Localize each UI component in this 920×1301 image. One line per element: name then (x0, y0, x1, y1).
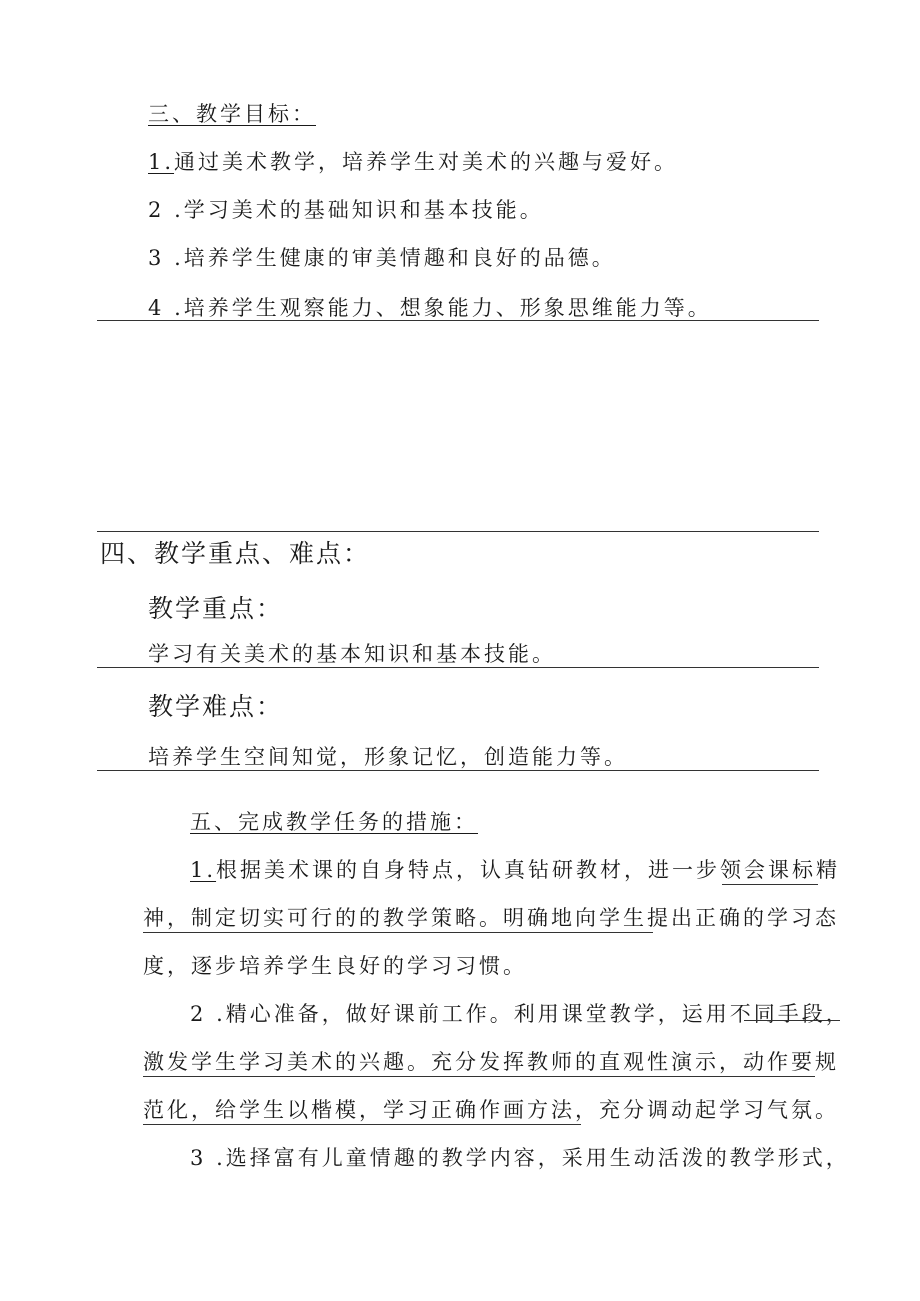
goal-item-2 (148, 196, 544, 224)
divider-line (97, 770, 819, 771)
measure-2-text-1: .精心准备，做好课前工作。利用课堂教学，运用不同手段， (216, 1002, 850, 1026)
measure-1-line-2: 神，制定切实可行的的教学策略。明确地向学生提出正确的学习态 (143, 906, 839, 930)
divider-line (97, 667, 819, 668)
section5-heading: 五、完成教学任务的措施： (190, 810, 478, 834)
key-point-label: 教学重点： (148, 594, 284, 623)
measure-3-number: 3 (190, 1146, 207, 1170)
goal-item-2-number: 2 (148, 198, 165, 222)
goal-item-3-number: 3 (148, 246, 165, 270)
measure-1-number: 1. (190, 858, 217, 882)
goal-item-4-number: 4 (148, 296, 165, 320)
measure-2-line-3: 范化，给学生以楷模，学习正确作画方法，充分调动起学习气氛。 (143, 1098, 839, 1122)
measure-1-text-1: 根据美术课的自身特点，认真钻研教材，进一步领会课标精 (216, 858, 841, 882)
goal-item-3-text: .培养学生健康的审美情趣和良好的品德。 (174, 246, 616, 270)
divider-line (97, 531, 819, 532)
underline-mark (143, 1124, 581, 1125)
measure-2-line-2: 激发学生学习美术的兴趣。充分发挥教师的直观性演示，动作要规 (143, 1050, 839, 1074)
underline-mark (744, 1020, 840, 1021)
section3-heading: 三、教学目标： (148, 102, 316, 126)
section4-heading: 四、教学重点、难点： (100, 539, 371, 568)
measure-1-line-3: 度，逐步培养学生良好的学习习惯。 (143, 954, 527, 978)
goal-item-1 (148, 148, 678, 176)
difficulty-text: 培养学生空间知觉，形象记忆，创造能力等。 (148, 745, 628, 769)
underline-mark (722, 884, 818, 885)
goal-item-2-text: .学习美术的基础知识和基本技能。 (174, 198, 544, 222)
difficulty-label: 教学难点： (148, 692, 284, 721)
measure-3-text-1: .选择富有儿童情趣的教学内容，采用生动活泼的教学形式， (216, 1146, 850, 1170)
key-point-text: 学习有关美术的基本知识和基本技能。 (148, 642, 556, 666)
goal-item-1-text: 通过美术教学，培养学生对美术的兴趣与爱好。 (174, 150, 679, 174)
measure-2-line-1 (190, 1000, 850, 1028)
goal-item-3 (148, 244, 616, 272)
measure-2-number: 2 (190, 1002, 207, 1026)
underline-mark (143, 1076, 815, 1077)
divider-line (97, 320, 819, 321)
measure-3-line-1 (190, 1144, 850, 1172)
measure-1-line-1 (190, 856, 840, 884)
goal-item-1-number: 1. (148, 150, 175, 174)
goal-item-4-text: .培养学生观察能力、想象能力、形象思维能力等。 (174, 296, 712, 320)
underline-mark (143, 932, 653, 933)
goal-item-4 (148, 294, 712, 322)
